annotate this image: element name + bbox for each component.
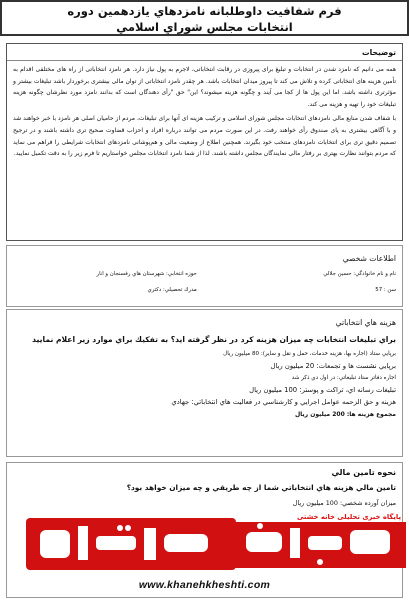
candidate-district: حوزه انتخابي: شهرستان هاي رفسنجان و انار — [96, 271, 197, 277]
form-title — [0, 0, 409, 36]
expense-item-meetings: برپايي نشست ها و تجمعات: 20 ميليون ريال — [270, 362, 396, 370]
expense-item-hq: برپايي ستاد (اجاره بها، هزينه خدمات، حمل و نقل و ساير): 80 ميليون ريال — [223, 351, 396, 357]
watermark-caption: پایگاه خبری تحلیلی خانه خشتی — [296, 513, 401, 521]
description-heading: توضيحات — [7, 44, 402, 61]
description-paragraph-2: با شفاف شدن منابع مالی نامزدهای انتخابات مجلس شورای اسلامی و ترکیب هزینه ای آنها برای تبلیغات، مردم از حامیان اصلی هر نامزد با خبر خواهند شد و با آگاهی بیشتری به پای صندوق رأی خواهند رفت. در این صورت مردم می توانند درباره افراد و احزاب قضاوت صحیح تری داشته باشند و در ترجیح تصمیم دقیق تری برای انتخابات نامزدهای منتخب خود بگیرند. همچنین اطلاع از وضعیت مالی و هم‌پوشانی نامزدهای انتخابات شرایطی را فراهم می نماید که مردم بتوانند نظارت بهتری بر رفتار مالی نمایندگان مجلس داشته باشند. لذا از شما نامزد انتخابات مجلس خواستاریم تا فرم زیر را به دقت تکمیل نمایید. — [13, 115, 396, 158]
description-paragraph-1: همه می دانیم که نامزد شدن در انتخابات و تبلیغ برای پیروزی در رقابت انتخاباتی، لاجرم به پول نیاز دارد. هر نامزد انتخاباتی از راه های مختلفی اقدام به تأمین هزینه های انتخاباتی کرده و تلاش می کند تا پیروز میدان انتخابات باشد. هر چقدر نامزد انتخاباتی از توان مالی بیشتری برخوردار باشد تبلیغات بیشتر و مؤثرتری داشته باشد. اما این پول ها از کجا می آیند و چگونه هزینه میشوند؟ این" حق "رأی دهندگان است که بدانند نامزد مورد نظرشان چگونه هزینه تبلیغات خود را تهیه و هزینه می کند. — [13, 66, 396, 108]
expense-item-staff: هزينه و حق الزحمه عوامل اجرايي و كارشناسي در فعاليت هاي انتخاباتي: جهادي — [171, 398, 396, 406]
form-title-line1: فرم شفافيت داوطلبانه نامزدهاي يازدهمين دوره — [67, 4, 342, 18]
expense-item-media: تبليغات رسانه اي، تراكت و پوستر: 100 ميليون ريال — [249, 386, 396, 394]
expenses-heading: هزينه هاي انتخاباتي — [335, 318, 396, 327]
personal-row-1 — [7, 269, 402, 279]
personal-info-heading: اطلاعات شخصي — [342, 254, 396, 263]
expenses-question: براي تبليغات انتخابات چه ميزان هزينه كرد در نظر گرفته ايد؟ به تفكيك براي موارد زير اعلام نماييد — [32, 335, 396, 344]
description-section — [6, 43, 403, 241]
form-title-line2: انتخابات مجلس شوراي اسلامي — [116, 20, 293, 34]
finance-heading: نحوه تامين مالي — [331, 468, 396, 477]
expense-item-offices: اجاره دفاتر ستاد تبليغاتي: در اول دي ذكر شد — [291, 375, 396, 381]
personal-row-2 — [7, 285, 402, 295]
watermark-url[interactable]: www.khanehkheshti.com — [138, 579, 271, 591]
candidate-age: سن : 57 — [375, 287, 396, 293]
candidate-name: نام و نام خانوادگي: حسين جلالي — [323, 271, 396, 277]
personal-info-section — [6, 245, 403, 307]
candidate-education: مدرك تحصيلي: دكتري — [147, 287, 197, 293]
finance-personal-contribution: ميزان آورده شخصي: 100 ميليون ريال — [292, 499, 396, 507]
finance-question: تامين مالي هزينه هاي انتخاباتي شما از چه طريقي و چه ميزان خواهد بود؟ — [126, 483, 396, 492]
watermark-logo — [20, 514, 408, 572]
expenses-total: مجموع هزينه ها: 200 ميليون ريال — [294, 411, 396, 418]
expenses-section — [6, 309, 403, 457]
